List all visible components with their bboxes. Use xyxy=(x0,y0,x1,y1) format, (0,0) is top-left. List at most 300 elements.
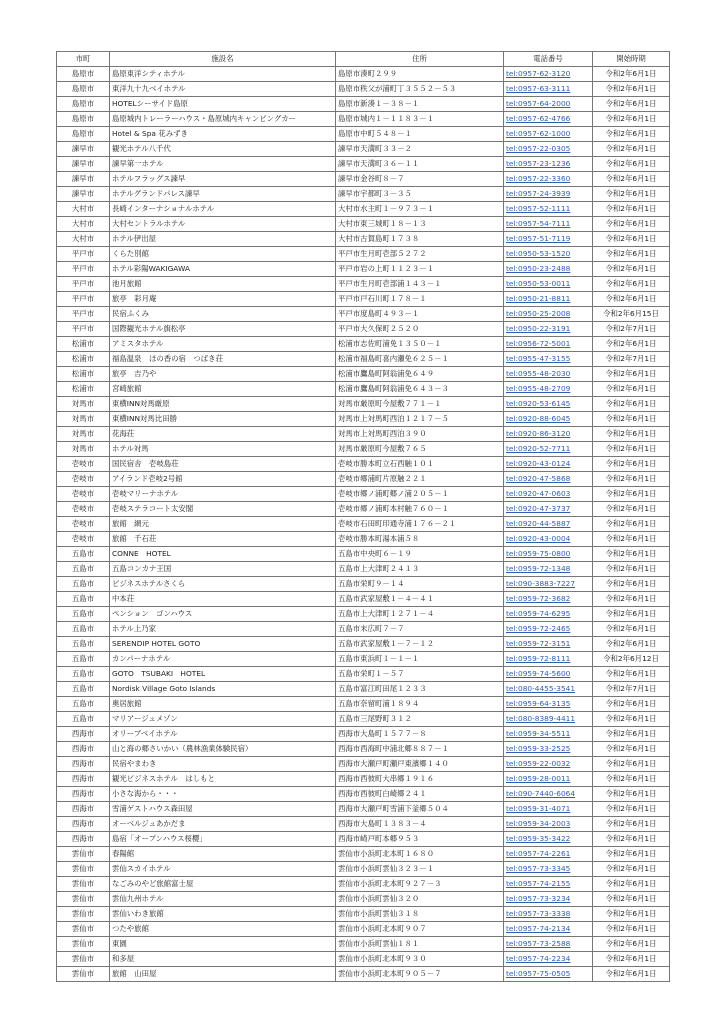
cell-facility-name: オーベルジュあかだま xyxy=(110,817,336,832)
phone-link[interactable]: tel:0959-34-5511 xyxy=(506,729,571,738)
cell-phone xyxy=(504,907,593,922)
table-row xyxy=(57,727,670,742)
cell-start-date: 令和2年6月1日 xyxy=(593,727,670,742)
cell-address: 平戸市度島町４９３－１ xyxy=(336,307,504,322)
cell-address: 五島市奈留町浦１８９４ xyxy=(336,697,504,712)
phone-link[interactable]: tel:090-7440-6064 xyxy=(506,789,576,798)
cell-phone xyxy=(504,742,593,757)
cell-phone xyxy=(504,922,593,937)
table-row xyxy=(57,157,670,172)
cell-address: 五島市富江町田尾１２３３ xyxy=(336,682,504,697)
cell-city: 五島市 xyxy=(57,622,110,637)
phone-link[interactable]: tel:0959-64-3135 xyxy=(506,699,571,708)
phone-link[interactable]: tel:0957-63-3111 xyxy=(506,84,571,93)
cell-city: 壱岐市 xyxy=(57,472,110,487)
cell-phone xyxy=(504,292,593,307)
cell-phone xyxy=(504,577,593,592)
phone-link[interactable]: tel:0959-72-2465 xyxy=(506,624,571,633)
cell-phone xyxy=(504,382,593,397)
cell-phone xyxy=(504,67,593,82)
cell-facility-name: 壱岐ステラコート太安閣 xyxy=(110,502,336,517)
phone-link[interactable]: tel:0957-74-2234 xyxy=(506,954,571,963)
cell-start-date: 令和2年6月1日 xyxy=(593,217,670,232)
cell-phone xyxy=(504,952,593,967)
cell-start-date: 令和2年6月1日 xyxy=(593,967,670,982)
cell-address: 西海市西彼町白崎郷２４１ xyxy=(336,787,504,802)
cell-start-date: 令和2年6月1日 xyxy=(593,667,670,682)
phone-link[interactable]: tel:0957-23-1236 xyxy=(506,159,571,168)
cell-start-date: 令和2年6月1日 xyxy=(593,172,670,187)
table-row xyxy=(57,172,670,187)
cell-facility-name: SERENDIP HOTEL GOTO xyxy=(110,637,336,652)
cell-address: 五島市武家屋敷１－７－１２ xyxy=(336,637,504,652)
cell-start-date: 令和2年6月1日 xyxy=(593,517,670,532)
table-row xyxy=(57,427,670,442)
cell-city: 雲仙市 xyxy=(57,847,110,862)
phone-link[interactable]: tel:0950-22-3191 xyxy=(506,324,571,333)
phone-link[interactable]: tel:0920-52-7711 xyxy=(506,444,571,453)
cell-address: 対馬市上対馬町西泊３９０ xyxy=(336,427,504,442)
cell-phone xyxy=(504,637,593,652)
cell-address: 平戸市岩の上町１１２３－１ xyxy=(336,262,504,277)
cell-facility-name: Nordisk Village Goto Islands xyxy=(110,682,336,697)
cell-address: 雲仙市小浜町雲仙１８１ xyxy=(336,937,504,952)
cell-facility-name: ペンション ゴンハウス xyxy=(110,607,336,622)
cell-phone xyxy=(504,862,593,877)
phone-link[interactable]: tel:080-8389-4411 xyxy=(506,714,576,723)
cell-address: 雲仙市小浜町雲仙３２３－１ xyxy=(336,862,504,877)
phone-link[interactable]: tel:0957-62-3120 xyxy=(506,69,571,78)
cell-city: 島原市 xyxy=(57,67,110,82)
cell-city: 雲仙市 xyxy=(57,877,110,892)
cell-start-date: 令和2年6月1日 xyxy=(593,877,670,892)
cell-address: 松浦市鷹島町阿翁浦免６４９ xyxy=(336,367,504,382)
cell-address: 島原市秩父が浦町丁３５５２－５３ xyxy=(336,82,504,97)
cell-city: 五島市 xyxy=(57,592,110,607)
cell-address: 島原市新湊１－３８－１ xyxy=(336,97,504,112)
cell-phone xyxy=(504,847,593,862)
cell-phone xyxy=(504,547,593,562)
table-row xyxy=(57,532,670,547)
cell-start-date: 令和2年6月1日 xyxy=(593,547,670,562)
table-row xyxy=(57,382,670,397)
cell-facility-name: ホテルグランドパレス諫早 xyxy=(110,187,336,202)
cell-start-date: 令和2年6月1日 xyxy=(593,532,670,547)
phone-link[interactable]: tel:0959-22-0032 xyxy=(506,759,571,768)
cell-address: 五島市上大津町２４１３ xyxy=(336,562,504,577)
cell-city: 平戸市 xyxy=(57,277,110,292)
cell-facility-name: 雲仙九州ホテル xyxy=(110,892,336,907)
phone-link[interactable]: tel:0950-21-8811 xyxy=(506,294,571,303)
cell-phone xyxy=(504,112,593,127)
cell-phone xyxy=(504,442,593,457)
table-row xyxy=(57,82,670,97)
table-row xyxy=(57,637,670,652)
cell-address: 壱岐市勝本町立石西触１０１ xyxy=(336,457,504,472)
cell-facility-name: 旅亭 彩月庵 xyxy=(110,292,336,307)
cell-address: 島原市湊町２９９ xyxy=(336,67,504,82)
cell-start-date: 令和2年7月1日 xyxy=(593,322,670,337)
cell-facility-name: 福島温泉 ほの香の宿 つばき荘 xyxy=(110,352,336,367)
cell-address: 五島市武家屋敷１－４－４１ xyxy=(336,592,504,607)
cell-phone xyxy=(504,607,593,622)
phone-link[interactable]: tel:0957-75-0505 xyxy=(506,969,571,978)
cell-facility-name: なごみのやど旅館富士屋 xyxy=(110,877,336,892)
table-row xyxy=(57,592,670,607)
cell-facility-name: 民宿やまわき xyxy=(110,757,336,772)
cell-city: 大村市 xyxy=(57,232,110,247)
cell-phone xyxy=(504,877,593,892)
cell-address: 大村市古賀島町１７３８ xyxy=(336,232,504,247)
table-row xyxy=(57,877,670,892)
cell-facility-name: 大村セントラルホテル xyxy=(110,217,336,232)
cell-start-date: 令和2年6月1日 xyxy=(593,757,670,772)
cell-address: 五島市東浜町１－１－１ xyxy=(336,652,504,667)
cell-facility-name: 観光ホテル八千代 xyxy=(110,142,336,157)
phone-link[interactable]: tel:0956-72-5001 xyxy=(506,339,571,348)
cell-city: 島原市 xyxy=(57,82,110,97)
header-facility-name: 施設名 xyxy=(110,52,336,67)
cell-start-date: 令和2年6月1日 xyxy=(593,442,670,457)
cell-address: 雲仙市小浜町北本町９０７ xyxy=(336,922,504,937)
cell-phone xyxy=(504,187,593,202)
table-row xyxy=(57,622,670,637)
table-row xyxy=(57,652,670,667)
cell-facility-name: 長崎インターナショナルホテル xyxy=(110,202,336,217)
cell-facility-name: ホテル上乃家 xyxy=(110,622,336,637)
table-body xyxy=(57,67,670,982)
cell-city: 五島市 xyxy=(57,652,110,667)
table-row xyxy=(57,187,670,202)
cell-phone xyxy=(504,262,593,277)
cell-start-date: 令和2年6月12日 xyxy=(593,652,670,667)
cell-city: 諫早市 xyxy=(57,187,110,202)
cell-start-date: 令和2年6月1日 xyxy=(593,427,670,442)
cell-facility-name: アミスタホテル xyxy=(110,337,336,352)
cell-start-date: 令和2年6月1日 xyxy=(593,952,670,967)
phone-link[interactable]: tel:0957-24-3939 xyxy=(506,189,571,198)
cell-address: 諫早市金谷町８－７ xyxy=(336,172,504,187)
table-row xyxy=(57,907,670,922)
table-row xyxy=(57,307,670,322)
header-phone: 電話番号 xyxy=(504,52,593,67)
cell-city: 島原市 xyxy=(57,97,110,112)
phone-link[interactable]: tel:0950-53-1520 xyxy=(506,249,571,258)
cell-address: 対馬市上対馬町西泊１２１７－５ xyxy=(336,412,504,427)
cell-start-date: 令和2年6月1日 xyxy=(593,847,670,862)
table-row xyxy=(57,367,670,382)
phone-link[interactable]: tel:0957-74-2155 xyxy=(506,879,571,888)
cell-city: 松浦市 xyxy=(57,352,110,367)
cell-start-date: 令和2年6月1日 xyxy=(593,397,670,412)
phone-link[interactable]: tel:0957-62-1000 xyxy=(506,129,571,138)
phone-link[interactable]: tel:0957-73-3338 xyxy=(506,909,571,918)
cell-phone xyxy=(504,232,593,247)
phone-link[interactable]: tel:0959-35-3422 xyxy=(506,834,571,843)
phone-link[interactable]: tel:0920-86-3120 xyxy=(506,429,571,438)
phone-link[interactable]: tel:0955-48-2709 xyxy=(506,384,571,393)
table-row xyxy=(57,832,670,847)
cell-phone xyxy=(504,727,593,742)
phone-link[interactable]: tel:0920-43-0004 xyxy=(506,534,571,543)
cell-city: 松浦市 xyxy=(57,367,110,382)
cell-city: 大村市 xyxy=(57,217,110,232)
cell-address: 壱岐市郷ノ浦町郷ノ浦２０５－１ xyxy=(336,487,504,502)
phone-link[interactable]: tel:0959-31-4071 xyxy=(506,804,571,813)
cell-facility-name: Hotel & Spa 花みずき xyxy=(110,127,336,142)
cell-address: 対馬市厳原町今屋敷７６５ xyxy=(336,442,504,457)
cell-phone xyxy=(504,802,593,817)
cell-phone xyxy=(504,412,593,427)
phone-link[interactable]: tel:0957-22-0305 xyxy=(506,144,571,153)
cell-city: 雲仙市 xyxy=(57,892,110,907)
table-row xyxy=(57,667,670,682)
phone-link[interactable]: tel:090-3883-7227 xyxy=(506,579,576,588)
phone-link[interactable]: tel:0959-34-2003 xyxy=(506,819,571,828)
cell-facility-name: オリーブベイホテル xyxy=(110,727,336,742)
cell-address: 西海市西彼町大串郷１９１６ xyxy=(336,772,504,787)
phone-link[interactable]: tel:0920-47-3737 xyxy=(506,504,571,513)
table-row xyxy=(57,112,670,127)
cell-city: 雲仙市 xyxy=(57,922,110,937)
table-row xyxy=(57,472,670,487)
cell-city: 平戸市 xyxy=(57,307,110,322)
phone-link[interactable]: tel:0959-33-2525 xyxy=(506,744,571,753)
phone-link[interactable]: tel:0957-73-3234 xyxy=(506,894,571,903)
phone-link[interactable]: tel:0957-64-2000 xyxy=(506,99,571,108)
cell-facility-name: ホテル彩陽WAKIGAWA xyxy=(110,262,336,277)
cell-facility-name: 雲仙いわき旅館 xyxy=(110,907,336,922)
cell-address: 松浦市志佐町浦免１３５０－１ xyxy=(336,337,504,352)
cell-address: 西海市大島町１３８３－４ xyxy=(336,817,504,832)
table-row xyxy=(57,892,670,907)
cell-start-date: 令和2年6月1日 xyxy=(593,232,670,247)
cell-city: 島原市 xyxy=(57,112,110,127)
cell-address: 西海市崎戸町本郷９５３ xyxy=(336,832,504,847)
cell-city: 松浦市 xyxy=(57,337,110,352)
cell-phone xyxy=(504,157,593,172)
phone-link[interactable]: tel:0959-74-6295 xyxy=(506,609,571,618)
phone-link[interactable]: tel:0920-43-0124 xyxy=(506,459,571,468)
cell-start-date: 令和2年6月1日 xyxy=(593,97,670,112)
cell-phone xyxy=(504,337,593,352)
cell-facility-name: 諫早第一ホテル xyxy=(110,157,336,172)
cell-phone xyxy=(504,832,593,847)
cell-facility-name: 春陽館 xyxy=(110,847,336,862)
phone-link[interactable]: tel:0950-25-2008 xyxy=(506,309,571,318)
cell-city: 西海市 xyxy=(57,817,110,832)
table-row xyxy=(57,682,670,697)
phone-link[interactable]: tel:0957-52-1111 xyxy=(506,204,571,213)
table-row xyxy=(57,487,670,502)
cell-city: 五島市 xyxy=(57,577,110,592)
cell-start-date: 令和2年6月1日 xyxy=(593,712,670,727)
table-row xyxy=(57,232,670,247)
phone-link[interactable]: tel:0959-72-3151 xyxy=(506,639,571,648)
phone-link[interactable]: tel:080-4455-3541 xyxy=(506,684,576,693)
cell-address: 対馬市厳原町今屋敷７７１－１ xyxy=(336,397,504,412)
phone-link[interactable]: tel:0950-23-2488 xyxy=(506,264,571,273)
table-row xyxy=(57,502,670,517)
phone-link[interactable]: tel:0957-74-2134 xyxy=(506,924,571,933)
cell-phone xyxy=(504,502,593,517)
cell-phone xyxy=(504,592,593,607)
cell-start-date: 令和2年6月1日 xyxy=(593,907,670,922)
cell-phone xyxy=(504,817,593,832)
cell-city: 対馬市 xyxy=(57,412,110,427)
cell-city: 西海市 xyxy=(57,802,110,817)
cell-start-date: 令和2年6月1日 xyxy=(593,922,670,937)
table-row xyxy=(57,322,670,337)
cell-address: 壱岐市郷ノ浦町本村触７６０－１ xyxy=(336,502,504,517)
cell-phone xyxy=(504,937,593,952)
cell-facility-name: マリアージュメゾン xyxy=(110,712,336,727)
cell-city: 五島市 xyxy=(57,547,110,562)
cell-city: 西海市 xyxy=(57,832,110,847)
cell-start-date: 令和2年6月1日 xyxy=(593,337,670,352)
cell-city: 五島市 xyxy=(57,607,110,622)
cell-address: 雲仙市小浜町北本町９０５－７ xyxy=(336,967,504,982)
phone-link[interactable]: tel:0957-73-3345 xyxy=(506,864,571,873)
cell-start-date: 令和2年6月1日 xyxy=(593,622,670,637)
cell-start-date: 令和2年6月1日 xyxy=(593,697,670,712)
cell-city: 五島市 xyxy=(57,667,110,682)
cell-phone xyxy=(504,367,593,382)
phone-link[interactable]: tel:0957-62-4766 xyxy=(506,114,571,123)
cell-address: 雲仙市小浜町北本町９３０ xyxy=(336,952,504,967)
cell-address: 平戸市大久保町２５２０ xyxy=(336,322,504,337)
phone-link[interactable]: tel:0957-74-2261 xyxy=(506,849,571,858)
cell-start-date: 令和2年6月1日 xyxy=(593,637,670,652)
cell-start-date: 令和2年6月1日 xyxy=(593,412,670,427)
cell-start-date: 令和2年6月1日 xyxy=(593,892,670,907)
cell-start-date: 令和2年6月1日 xyxy=(593,487,670,502)
table-row xyxy=(57,517,670,532)
phone-link[interactable]: tel:0959-74-5600 xyxy=(506,669,571,678)
cell-start-date: 令和2年6月1日 xyxy=(593,832,670,847)
cell-address: 諫早市天満町３６－１１ xyxy=(336,157,504,172)
cell-facility-name: 島原東洋シティホテル xyxy=(110,67,336,82)
table-row xyxy=(57,862,670,877)
phone-link[interactable]: tel:0957-22-3360 xyxy=(506,174,571,183)
cell-address: 諫早市宇都町３－３５ xyxy=(336,187,504,202)
phone-link[interactable]: tel:0950-53-0011 xyxy=(506,279,571,288)
phone-link[interactable]: tel:0957-73-2588 xyxy=(506,939,571,948)
cell-address: 雲仙市小浜町雲仙３２０ xyxy=(336,892,504,907)
cell-phone xyxy=(504,652,593,667)
phone-link[interactable]: tel:0957-51-7119 xyxy=(506,234,571,243)
cell-phone xyxy=(504,772,593,787)
phone-link[interactable]: tel:0957-54-7111 xyxy=(506,219,571,228)
cell-start-date: 令和2年6月1日 xyxy=(593,247,670,262)
phone-link[interactable]: tel:0955-48-2030 xyxy=(506,369,571,378)
phone-link[interactable]: tel:0920-44-5887 xyxy=(506,519,571,528)
cell-phone xyxy=(504,517,593,532)
phone-link[interactable]: tel:0959-72-3682 xyxy=(506,594,571,603)
cell-start-date: 令和2年6月1日 xyxy=(593,502,670,517)
cell-phone xyxy=(504,787,593,802)
cell-address: 五島市栄町９－１４ xyxy=(336,577,504,592)
phone-link[interactable]: tel:0920-88-6045 xyxy=(506,414,571,423)
cell-address: 島原市城内１－１１８３－１ xyxy=(336,112,504,127)
cell-facility-name: 旅館 網元 xyxy=(110,517,336,532)
cell-facility-name: ホテル対馬 xyxy=(110,442,336,457)
table-row xyxy=(57,757,670,772)
cell-phone xyxy=(504,277,593,292)
table-row xyxy=(57,397,670,412)
cell-address: 五島市栄町１－５７ xyxy=(336,667,504,682)
cell-facility-name: GOTO TSUBAKI HOTEL xyxy=(110,667,336,682)
cell-phone xyxy=(504,757,593,772)
phone-link[interactable]: tel:0920-47-5868 xyxy=(506,474,571,483)
cell-phone xyxy=(504,712,593,727)
cell-city: 五島市 xyxy=(57,697,110,712)
cell-facility-name: 雲仙スカイホテル xyxy=(110,862,336,877)
cell-facility-name: 山と海の郷さいかい（農林漁業体験民宿） xyxy=(110,742,336,757)
table-row xyxy=(57,697,670,712)
cell-phone xyxy=(504,487,593,502)
phone-link[interactable]: tel:0959-72-1348 xyxy=(506,564,571,573)
cell-start-date: 令和2年6月1日 xyxy=(593,562,670,577)
cell-facility-name: 宮崎旅館 xyxy=(110,382,336,397)
cell-facility-name: ホテルフラッグス諫早 xyxy=(110,172,336,187)
cell-phone xyxy=(504,697,593,712)
cell-city: 対馬市 xyxy=(57,397,110,412)
cell-city: 諫早市 xyxy=(57,172,110,187)
cell-city: 平戸市 xyxy=(57,322,110,337)
cell-city: 平戸市 xyxy=(57,262,110,277)
cell-city: 島原市 xyxy=(57,127,110,142)
cell-address: 平戸市戸石川町１７８－１ xyxy=(336,292,504,307)
phone-link[interactable]: tel:0955-47-3155 xyxy=(506,354,571,363)
cell-phone xyxy=(504,892,593,907)
phone-link[interactable]: tel:0959-28-0011 xyxy=(506,774,571,783)
phone-link[interactable]: tel:0920-47-0603 xyxy=(506,489,571,498)
cell-start-date: 令和2年6月1日 xyxy=(593,802,670,817)
table-row xyxy=(57,412,670,427)
cell-start-date: 令和2年6月1日 xyxy=(593,367,670,382)
cell-city: 五島市 xyxy=(57,682,110,697)
table-row xyxy=(57,97,670,112)
cell-start-date: 令和2年6月1日 xyxy=(593,592,670,607)
cell-address: 大村市東三城町１８－１３ xyxy=(336,217,504,232)
cell-facility-name: アイランド壱岐2号館 xyxy=(110,472,336,487)
cell-facility-name: 旅館 山田屋 xyxy=(110,967,336,982)
cell-start-date: 令和2年6月1日 xyxy=(593,607,670,622)
cell-city: 諫早市 xyxy=(57,142,110,157)
cell-city: 平戸市 xyxy=(57,292,110,307)
cell-facility-name: 国民宿舎 壱岐島荘 xyxy=(110,457,336,472)
cell-facility-name: 旅館 千石荘 xyxy=(110,532,336,547)
table-row xyxy=(57,742,670,757)
cell-phone xyxy=(504,667,593,682)
cell-city: 松浦市 xyxy=(57,382,110,397)
cell-phone xyxy=(504,472,593,487)
phone-link[interactable]: tel:0920-53-6145 xyxy=(506,399,571,408)
cell-city: 西海市 xyxy=(57,742,110,757)
table-row xyxy=(57,217,670,232)
phone-link[interactable]: tel:0959-75-0800 xyxy=(506,549,571,558)
cell-phone xyxy=(504,622,593,637)
cell-facility-name: 東洋九十九ベイホテル xyxy=(110,82,336,97)
header-start-date: 開始時期 xyxy=(593,52,670,67)
cell-facility-name: カンパーナホテル xyxy=(110,652,336,667)
cell-start-date: 令和2年6月1日 xyxy=(593,457,670,472)
cell-city: 五島市 xyxy=(57,712,110,727)
cell-city: 雲仙市 xyxy=(57,907,110,922)
cell-start-date: 令和2年6月1日 xyxy=(593,787,670,802)
phone-link[interactable]: tel:0959-72-8111 xyxy=(506,654,571,663)
